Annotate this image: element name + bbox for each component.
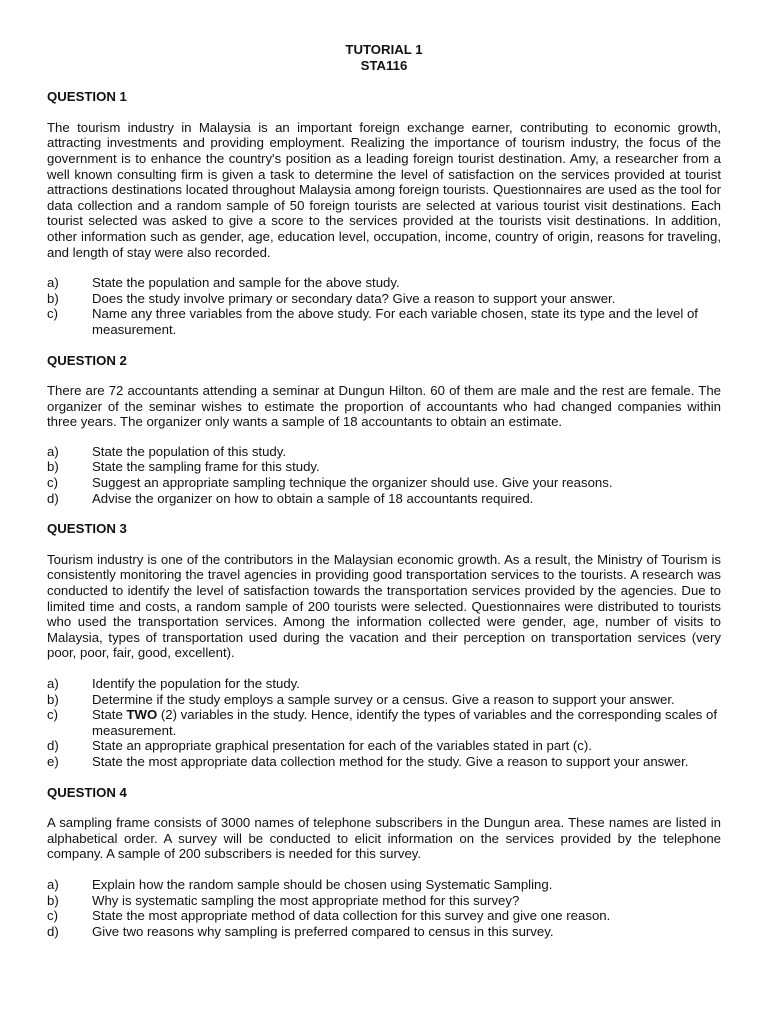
sub-question-text: State the population and sample for the above study.	[92, 275, 400, 291]
sub-question-label: c)	[47, 475, 58, 491]
sub-question-list	[47, 676, 721, 770]
sub-question-label: a)	[47, 876, 59, 892]
sub-question	[47, 491, 721, 507]
sub-question-label: c)	[47, 306, 58, 322]
sub-question-text: Name any three variables from the above study. For each variable chosen, state its type and the level of measurement.	[92, 306, 698, 337]
sub-question-list	[47, 444, 721, 506]
sub-question-label: b)	[47, 691, 59, 707]
sub-question	[47, 291, 721, 307]
sub-question-text: State the population of this study.	[92, 443, 287, 459]
sub-question-label: d)	[47, 490, 59, 506]
sub-question-label: a)	[47, 443, 59, 459]
sub-question	[47, 754, 721, 770]
sub-question	[47, 306, 721, 337]
sub-question	[47, 877, 721, 893]
sub-question-label: c)	[47, 707, 58, 723]
sub-question-text: Suggest an appropriate sampling technique the organizer should use. Give your reasons.	[92, 475, 613, 491]
sub-question-label: d)	[47, 738, 59, 754]
question-heading: QUESTION 3	[47, 521, 127, 537]
sub-question-list	[47, 877, 721, 939]
sub-question	[47, 707, 721, 738]
question-paragraph: There are 72 accountants attending a seminar at Dungun Hilton. 60 of them are male and the rest are female. The organizer of the seminar wishes to estimate the proportion of accountants who had changed companies within three years. The organizer only wants a sample of 18 accountants to obtain an estimate.	[47, 383, 721, 430]
question-heading: QUESTION 4	[47, 784, 127, 800]
sub-question-text: State an appropriate graphical presentation for each of the variables stated in part (c).	[92, 738, 592, 754]
sub-question-label: b)	[47, 892, 59, 908]
sub-question	[47, 475, 721, 491]
sub-question	[47, 738, 721, 754]
sub-question	[47, 924, 721, 940]
question-paragraph: Tourism industry is one of the contributors in the Malaysian economic growth. As a result, the Ministry of Tourism is consistently monitoring the travel agencies in providing good transportation services to the tourists. A research was conducted to identify the level of satisfaction towards the transportation services provided by the agencies. Due to limited time and costs, a random sample of 200 tourists were selected. Questionnaires were distributed to tourists who used the transportation services. Among the information collected were gender, age, number of visits to Malaysia, types of transportation used during the vacation and their perception on transportation services (very poor, poor, fair, good, excellent).	[47, 551, 721, 661]
sub-question-label: a)	[47, 676, 59, 691]
tutorial-title: TUTORIAL 1	[345, 42, 423, 57]
sub-question	[47, 908, 721, 924]
sub-question-text: Does the study involve primary or secondary data? Give a reason to support your answer.	[92, 290, 616, 306]
sub-question	[47, 676, 721, 692]
sub-question-list	[47, 275, 721, 337]
question-4	[47, 785, 721, 940]
sub-question-label: a)	[47, 275, 59, 291]
sub-question-text: Give two reasons why sampling is preferred compared to census in this survey.	[92, 923, 554, 939]
emphasis-text: TWO	[126, 707, 158, 723]
sub-question-text: State the sampling frame for this study.	[92, 459, 320, 475]
sub-question-text: Explain how the random sample should be chosen using Systematic Sampling.	[92, 876, 553, 892]
sub-question	[47, 692, 721, 708]
sub-question-label: b)	[47, 459, 59, 475]
question-2	[47, 353, 721, 507]
sub-question-label: c)	[47, 908, 58, 924]
sub-question	[47, 444, 721, 460]
question-paragraph: The tourism industry in Malaysia is an important foreign exchange earner, contributing to economic growth, attracting investments and providing employment. Realizing the importance of tourism industry, the focus of the government is to enhance the country's position as a leading foreign tourist destination. Amy, a researcher from a well known consulting firm is given a task to determine the level of satisfaction on the services provided at tourist attractions destinations located throughout Malaysia among foreign tourists. Questionnaires are used as the tool for data collection and a random sample of 50 foreign tourists are selected at various tourist visit destinations. Each tourist selected was asked to give a score to the services provided at the tourists visit destinations. In addition, other information such as gender, age, education level, occupation, income, country of origin, reasons for traveling, and length of stay were also recorded.	[47, 119, 721, 260]
question-1	[47, 89, 721, 337]
sub-question-text: Identify the population for the study.	[92, 676, 300, 691]
course-code: STA116	[360, 57, 408, 73]
sub-question-text: State the most appropriate method of data collection for this survey and give one reason.	[92, 908, 611, 924]
sub-question-label: d)	[47, 923, 59, 939]
sub-question-label: e)	[47, 753, 59, 769]
question-3	[47, 521, 721, 769]
sub-question-text-end: (2) variables in the study. Hence, identify the types of variables and the corresponding scales of measurement.	[92, 707, 718, 738]
sub-question-text: Why is systematic sampling the most appropriate method for this survey?	[92, 892, 520, 908]
sub-question-text: Advise the organizer on how to obtain a sample of 18 accountants required.	[92, 490, 534, 506]
sub-question	[47, 459, 721, 475]
sub-question-text: Determine if the study employs a sample survey or a census. Give a reason to support your answer.	[92, 691, 675, 707]
sub-question-label: b)	[47, 290, 59, 306]
question-paragraph: A sampling frame consists of 3000 names of telephone subscribers in the Dungun area. These names are listed in alphabetical order. A survey will be conducted to elicit information on the services provided by the telephone company. A sample of 200 subscribers is needed for this survey.	[47, 815, 721, 862]
sub-question-text: State the most appropriate data collection method for the study. Give a reason to support your answer.	[92, 753, 689, 769]
sub-question	[47, 275, 721, 291]
sub-question-text	[92, 707, 721, 738]
question-heading: QUESTION 2	[47, 352, 127, 368]
sub-question	[47, 893, 721, 909]
sub-question-text-start: State	[92, 707, 127, 723]
question-heading: QUESTION 1	[47, 89, 127, 105]
